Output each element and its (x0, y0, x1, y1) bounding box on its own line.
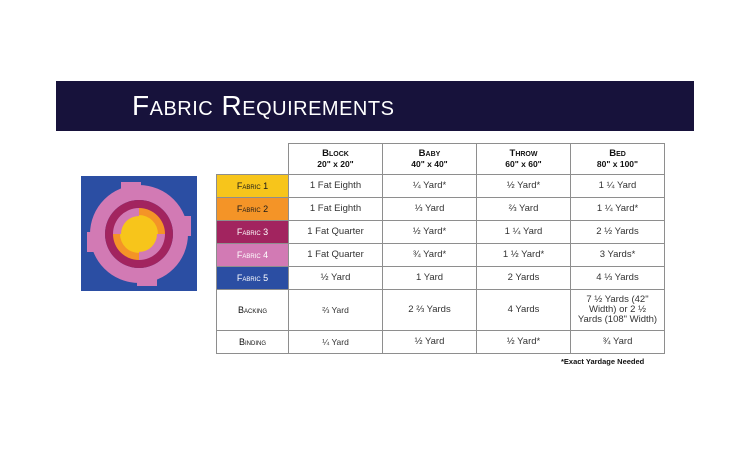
table-cell: ½ Yard (383, 331, 477, 354)
row-label-backing: Backing (217, 290, 289, 331)
table-row (217, 175, 665, 198)
table-cell: 1 ¼ Yard (477, 221, 571, 244)
row-label-fabric-3: Fabric 3 (217, 221, 289, 244)
table-cell: ⅔ Yard (477, 198, 571, 221)
table-row (217, 267, 665, 290)
table-cell: 1 Fat Quarter (289, 221, 383, 244)
row-label-fabric-1: Fabric 1 (217, 175, 289, 198)
table-cell: ⅓ Yard (383, 198, 477, 221)
table-row (217, 290, 665, 331)
footnote: *Exact Yardage Needed (561, 357, 645, 366)
column-header-bed: Bed 80" x 100" (571, 144, 665, 175)
table-cell: 2 ½ Yards (571, 221, 665, 244)
table-cell: ¾ Yard* (383, 244, 477, 267)
row-label-binding: Binding (217, 331, 289, 354)
table-cell: 4 Yards (477, 290, 571, 331)
page-title: Fabric Requirements (132, 90, 395, 121)
table-cell: 1 Yard (383, 267, 477, 290)
table-cell: ½ Yard* (477, 175, 571, 198)
row-label-fabric-5: Fabric 5 (217, 267, 289, 290)
table-cell: 2 ⅔ Yards (383, 290, 477, 331)
row-label-fabric-4: Fabric 4 (217, 244, 289, 267)
table-cell: ½ Yard* (383, 221, 477, 244)
table-cell: 4 ⅓ Yards (571, 267, 665, 290)
table-cell: 3 Yards* (571, 244, 665, 267)
column-header-throw: Throw 60" x 60" (477, 144, 571, 175)
table-cell: 2 Yards (477, 267, 571, 290)
table-cell: 1 ½ Yard* (477, 244, 571, 267)
fabric-requirements-table (216, 143, 665, 354)
table-cell: 1 ¼ Yard (571, 175, 665, 198)
quilt-block-illustration (81, 176, 197, 291)
table-cell: ½ Yard (289, 267, 383, 290)
table-cell: ¾ Yard (571, 331, 665, 354)
column-header-block: Block 20" x 20" (289, 144, 383, 175)
table-row (217, 221, 665, 244)
column-header-baby: Baby 40" x 40" (383, 144, 477, 175)
table-cell: 1 Fat Quarter (289, 244, 383, 267)
table-cell: ⅔ Yard (289, 290, 383, 331)
table-row (217, 331, 665, 354)
table-cell: ¼ Yard (289, 331, 383, 354)
table-cell: 7 ½ Yards (42" Width) or 2 ½ Yards (108" Width) (571, 290, 665, 331)
corner-cell (217, 144, 289, 175)
table-cell: 1 Fat Eighth (289, 198, 383, 221)
table-cell: 1 ¼ Yard* (571, 198, 665, 221)
table-row (217, 198, 665, 221)
header-row (217, 144, 665, 175)
table-cell: 1 Fat Eighth (289, 175, 383, 198)
table-cell: ¼ Yard* (383, 175, 477, 198)
row-label-fabric-2: Fabric 2 (217, 198, 289, 221)
table-cell: ½ Yard* (477, 331, 571, 354)
table-row (217, 244, 665, 267)
title-banner (56, 81, 694, 131)
